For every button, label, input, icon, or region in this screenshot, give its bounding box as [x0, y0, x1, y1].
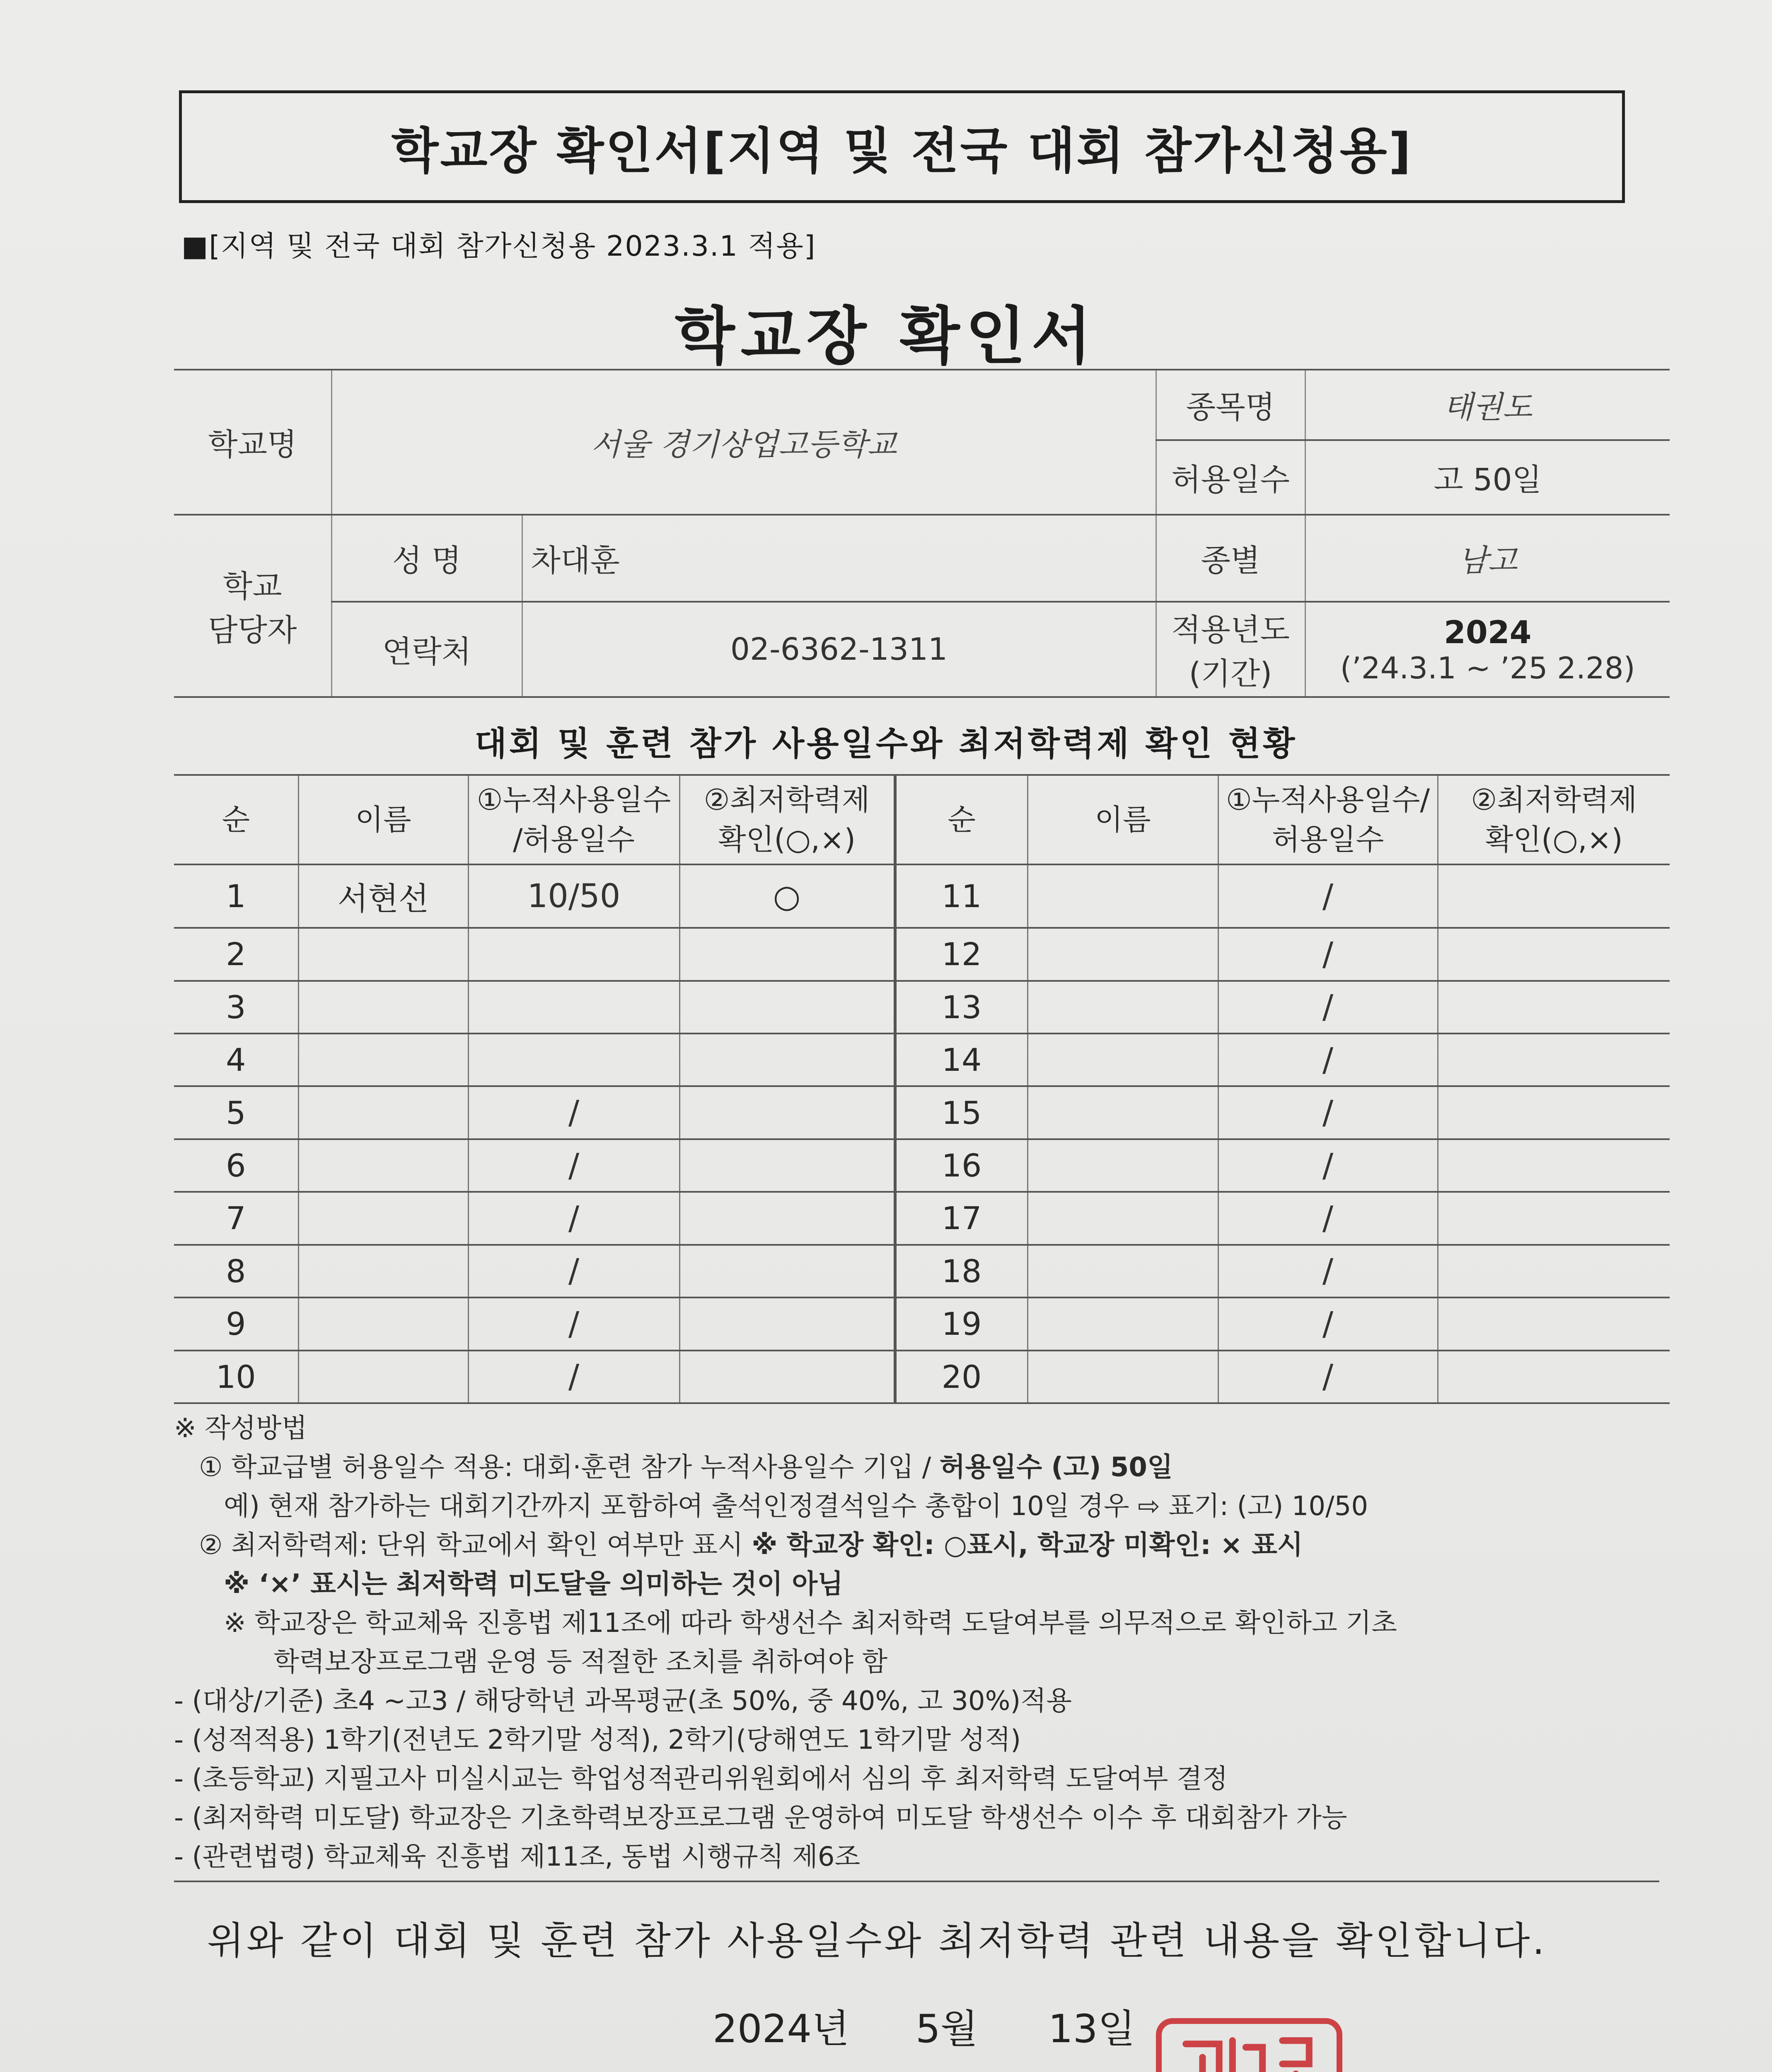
row-no-right: 18: [895, 1245, 1027, 1297]
confirmation-statement: 위와 같이 대회 및 훈련 참가 사용일수와 최저학력 관련 내용을 확인합니다.: [207, 1919, 1547, 1963]
header-days-2-line2: 허용일수: [1272, 823, 1384, 857]
document-title: 학교장 확인서: [674, 300, 1098, 373]
notes-line-3a: ② 최저학력제: 단위 학교에서 확인 여부만 표시: [199, 1530, 752, 1561]
row-check: [679, 1297, 895, 1350]
notes-line-10: - (최저학력 미도달) 학교장은 기초학력보장프로그램 운영하여 미도달 학생선수 이수 후 대회참가 가능: [174, 1803, 1347, 1833]
notes-line-4: ※ ‘×’ 표시는 최저학력 미도달을 의미하는 것이 아님: [224, 1569, 844, 1600]
row-name-right: [1027, 864, 1218, 928]
row-days-right: /: [1218, 1139, 1438, 1192]
notes-line-1a: ① 학교급별 허용일수 적용: 대회·훈련 참가 누적사용일수 기입 /: [199, 1452, 940, 1483]
row-name: [298, 1086, 468, 1139]
header-days-line2: /허용일수: [513, 823, 635, 857]
roster-table: [174, 774, 1670, 1404]
table-row: [174, 981, 1670, 1034]
row-check-right: [1438, 928, 1670, 980]
header-name: 이름: [298, 775, 468, 864]
row-name-right: [1027, 928, 1218, 980]
row-no: 4: [174, 1034, 298, 1086]
header-check-2: [1438, 775, 1670, 864]
phone-value: 02-6362-1311: [522, 602, 1156, 697]
contact-group-label-line1: 학교: [222, 569, 282, 604]
table-row: [174, 1351, 1670, 1403]
row-check-right: [1438, 1351, 1670, 1403]
year-value: 2024: [1443, 613, 1532, 651]
row-check: [679, 1245, 895, 1297]
roster-header-row: [174, 775, 1670, 864]
row-check-right: [1438, 1297, 1670, 1350]
row-days-right: /: [1218, 1086, 1438, 1139]
notes-line-5: ※ 학교장은 학교체육 진흥법 제11조에 따라 학생선수 최저학력 도달여부를 의무적으로 확인하고 기초: [224, 1608, 1397, 1639]
row-days: /: [468, 1139, 679, 1192]
row-days: /: [468, 1245, 679, 1297]
school-value: 서울 경기상업고등학교: [331, 370, 1156, 515]
year-label: [1156, 602, 1305, 697]
school-label: 학교명: [174, 370, 331, 515]
name-label: 성 명: [331, 515, 522, 602]
contact-group-label-line2: 담당자: [208, 612, 297, 648]
table-row: [174, 1034, 1670, 1086]
row-no: 8: [174, 1245, 298, 1297]
row-check-right: [1438, 1034, 1670, 1086]
section-title: 대회 및 훈련 참가 사용일수와 최저학력제 확인 현황: [474, 724, 1298, 763]
row-days-right: /: [1218, 928, 1438, 980]
row-no: 9: [174, 1297, 298, 1350]
notes-heading: ※ 작성방법: [174, 1413, 307, 1444]
row-check-right: [1438, 1139, 1670, 1192]
row-days: /: [468, 1192, 679, 1244]
row-check: [679, 1034, 895, 1086]
notes-line-7: - (대상/기준) 초4 ~고3 / 해당학년 과목평균(초 50%, 중 40%, 고 30%)적용: [174, 1686, 1072, 1716]
table-row: [174, 1086, 1670, 1139]
row-no-right: 20: [895, 1351, 1027, 1403]
row-name: [298, 1139, 468, 1192]
row-check: [679, 1139, 895, 1192]
row-no-right: 12: [895, 928, 1027, 980]
notes-line-1: [174, 1448, 1674, 1487]
row-check: ○: [679, 864, 895, 928]
row-no-right: 13: [895, 981, 1027, 1034]
row-name-right: [1027, 1086, 1218, 1139]
header-no-2: 순: [895, 775, 1027, 864]
row-no: 6: [174, 1139, 298, 1192]
header-check-line1: ②최저학력제: [703, 783, 870, 817]
phone-label: 연락처: [331, 602, 522, 697]
sport-value: 태권도: [1305, 370, 1670, 440]
days-label: 허용일수: [1156, 440, 1305, 515]
row-no: 5: [174, 1086, 298, 1139]
edition-note: ■[지역 및 전국 대회 참가신청용 2023.3.1 적용]: [181, 230, 816, 263]
row-no-right: 19: [895, 1297, 1027, 1350]
year-label-line2: (기간): [1189, 656, 1272, 692]
row-name: [298, 1034, 468, 1086]
header-check: [679, 775, 895, 864]
notes-line-9: - (초등학교) 지필고사 미실시교는 학업성적관리위원회에서 심의 후 최저학력 도달여부 결정: [174, 1764, 1228, 1794]
row-days-right: /: [1218, 864, 1438, 928]
row-days-right: /: [1218, 1297, 1438, 1350]
header-check-2-line1: ②최저학력제: [1471, 783, 1637, 817]
year-period: (’24.3.1 ~ ’25 2.28): [1340, 650, 1635, 685]
name-value: 차대훈: [522, 515, 1156, 602]
row-no: 7: [174, 1192, 298, 1244]
notes-line-1b: 허용일수 (고) 50일: [939, 1452, 1173, 1483]
divider: [174, 1881, 1659, 1882]
row-name: 서현선: [298, 864, 468, 928]
official-seal: [1156, 2018, 1342, 2072]
row-check-right: [1438, 981, 1670, 1034]
row-name-right: [1027, 1139, 1218, 1192]
header-days-2: [1218, 775, 1438, 864]
row-days: [468, 1034, 679, 1086]
header-check-2-line2: 확인(○,×): [1485, 823, 1623, 857]
notes-line-8: - (성적적용) 1학기(전년도 2학기말 성적), 2학기(당해연도 1학기말 성적): [174, 1725, 1021, 1755]
row-no: 1: [174, 864, 298, 928]
row-check: [679, 1351, 895, 1403]
date-year: 2024년: [713, 2007, 850, 2052]
row-name: [298, 1351, 468, 1403]
header-check-line2: 확인(○,×): [718, 823, 856, 857]
header-days-line1: ①누적사용일수: [476, 783, 671, 817]
row-no-right: 16: [895, 1139, 1027, 1192]
table-row: [174, 1245, 1670, 1297]
date-month: 5월: [916, 2007, 978, 2052]
row-no-right: 17: [895, 1192, 1027, 1244]
banner-title: 학교장 확인서[지역 및 전국 대회 참가신청용]: [179, 90, 1625, 203]
row-name: [298, 981, 468, 1034]
sport-label: 종목명: [1156, 370, 1305, 440]
row-name-right: [1027, 1297, 1218, 1350]
row-name-right: [1027, 1192, 1218, 1244]
row-name-right: [1027, 1034, 1218, 1086]
header-days-2-line1: ①누적사용일수/: [1226, 783, 1430, 817]
row-name: [298, 928, 468, 980]
row-no-right: 15: [895, 1086, 1027, 1139]
row-days: /: [468, 1297, 679, 1350]
row-check: [679, 1086, 895, 1139]
table-row: [174, 864, 1670, 928]
row-name: [298, 1192, 468, 1244]
notes-line-6: 학력보장프로그램 운영 등 적절한 조치를 취하여야 함: [273, 1647, 888, 1677]
contact-group-label: [174, 515, 331, 697]
date-day: 13일: [1048, 2007, 1136, 2052]
row-no-right: 11: [895, 864, 1027, 928]
row-check: [679, 1192, 895, 1244]
info-table: [174, 369, 1670, 698]
days-value: 고 50일: [1305, 440, 1670, 515]
row-name: [298, 1245, 468, 1297]
row-days-right: /: [1218, 1034, 1438, 1086]
row-no: 3: [174, 981, 298, 1034]
row-name-right: [1027, 1245, 1218, 1297]
row-days: 10/50: [468, 864, 679, 928]
row-name-right: [1027, 981, 1218, 1034]
row-check: [679, 981, 895, 1034]
notes-line-11: - (관련법령) 학교체육 진흥법 제11조, 동법 시행규칙 제6조: [174, 1842, 861, 1872]
row-check-right: [1438, 1192, 1670, 1244]
row-no-right: 14: [895, 1034, 1027, 1086]
row-name-right: [1027, 1351, 1218, 1403]
row-days: [468, 981, 679, 1034]
notes-line-3b: ※ 학교장 확인: ○표시, 학교장 미확인: × 표시: [752, 1530, 1303, 1561]
table-row: [174, 1139, 1670, 1192]
row-check-right: [1438, 1245, 1670, 1297]
row-no: 10: [174, 1351, 298, 1403]
row-check: [679, 928, 895, 980]
header-no: 순: [174, 775, 298, 864]
category-label: 종별: [1156, 515, 1305, 602]
table-row: [174, 1297, 1670, 1350]
row-days-right: /: [1218, 1245, 1438, 1297]
table-row: [174, 928, 1670, 980]
notes-line-2: 예) 현재 참가하는 대회기간까지 포함하여 출석인정결석일수 총합이 10일 경우 ⇨ 표기: (고) 10/50: [224, 1491, 1368, 1522]
category-value: 남고: [1305, 515, 1670, 602]
row-name: [298, 1297, 468, 1350]
instructions: [174, 1409, 1674, 1876]
official-seal-icon: [1162, 2024, 1337, 2072]
year-label-line1: 적용년도: [1171, 612, 1290, 648]
year-cell: [1305, 602, 1670, 697]
row-no: 2: [174, 928, 298, 980]
table-row: [174, 1192, 1670, 1244]
row-days: /: [468, 1086, 679, 1139]
row-days: /: [468, 1351, 679, 1403]
row-days-right: /: [1218, 981, 1438, 1034]
row-days-right: /: [1218, 1192, 1438, 1244]
row-days-right: /: [1218, 1351, 1438, 1403]
header-name-2: 이름: [1027, 775, 1218, 864]
row-check-right: [1438, 864, 1670, 928]
row-check-right: [1438, 1086, 1670, 1139]
row-days: [468, 928, 679, 980]
notes-line-3: [174, 1526, 1674, 1565]
header-days: [468, 775, 679, 864]
